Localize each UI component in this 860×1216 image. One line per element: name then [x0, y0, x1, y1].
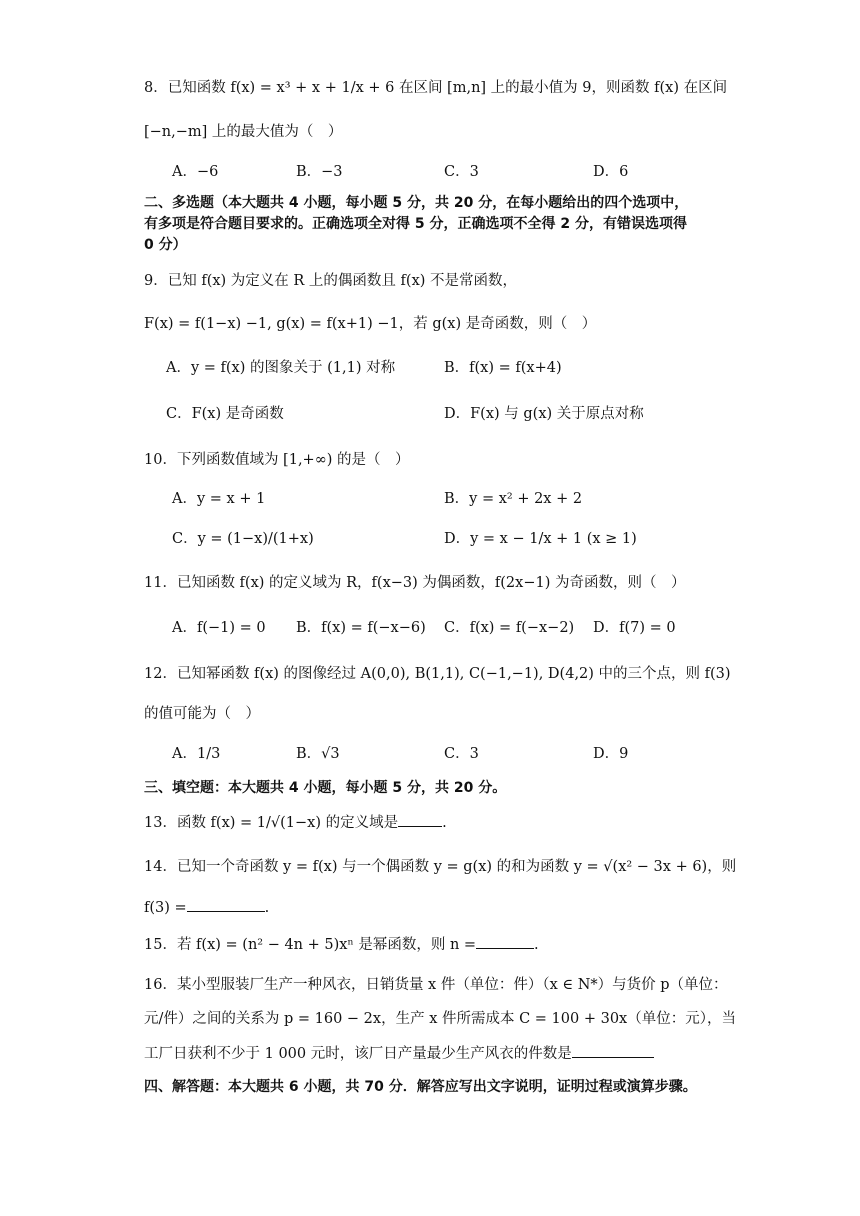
q12-option-b: B．√3	[296, 746, 340, 762]
q12-option-d: D．9	[593, 746, 629, 762]
q8-option-c: C．3	[444, 164, 479, 180]
q12-option-a: A．1/3	[172, 746, 221, 762]
q8-option-b: B．−3	[296, 164, 343, 180]
q10-option-a: A．y = x + 1	[172, 491, 266, 507]
q9-option-b: B．f(x) = f(x+4)	[444, 360, 562, 376]
q9-line-2: F(x) = f(1−x) −1, g(x) = f(x+1) −1，若 g(x) 是奇函数，则（ ）	[144, 316, 597, 332]
q8-option-d: D．6	[593, 164, 629, 180]
q12-line-1: 12．已知幂函数 f(x) 的图像经过 A(0,0), B(1,1), C(−1,−1), D(4,2) 中的三个点，则 f(3)	[144, 666, 731, 682]
q12-line-2: 的值可能为（ ）	[144, 706, 260, 722]
q10-option-c: C．y = (1−x)/(1+x)	[172, 531, 314, 547]
q11-option-a: A．f(−1) = 0	[172, 620, 266, 636]
q9-option-c: C．F(x) 是奇函数	[166, 406, 284, 422]
q16-text: 工厂日获利不少于 1 000 元时，该厂日产量最少生产风衣的件数是	[144, 1046, 572, 1062]
q14-line-1: 14．已知一个奇函数 y = f(x) 与一个偶函数 y = g(x) 的和为函数 y = √(x² − 3x + 6)，则	[144, 859, 737, 875]
q13-answer-blank[interactable]	[398, 812, 442, 827]
q9-line-1: 9．已知 f(x) 为定义在 R 上的偶函数且 f(x) 不是常函数，	[144, 273, 518, 289]
q11-option-b: B．f(x) = f(−x−6)	[296, 620, 426, 636]
q15-text: 15．若 f(x) = (n² − 4n + 5)xⁿ 是幂函数，则 n =	[144, 937, 477, 953]
section-4-heading: 四、解答题：本大题共 6 小题，共 70 分．解答应写出文字说明，证明过程或演算步骤。	[144, 1079, 697, 1095]
q11-option-d: D．f(7) = 0	[593, 620, 676, 636]
section-2-heading-line-1: 二、多选题（本大题共 4 小题，每小题 5 分，共 20 分，在每小题给出的四个选项中，	[144, 195, 689, 211]
q15-end: .	[534, 937, 539, 953]
q15-answer-blank[interactable]	[476, 934, 534, 949]
q16-line-3	[144, 1043, 654, 1064]
section-2-heading-line-3: 0 分）	[144, 237, 187, 253]
q8-line-1: 8．已知函数 f(x) = x³ + x + 1/x + 6 在区间 [m,n] 上的最小值为 9，则函数 f(x) 在区间	[144, 80, 728, 96]
section-2-heading-line-2: 有多项是符合题目要求的。正确选项全对得 5 分，正确选项不全得 2 分，有错误选项得	[144, 216, 687, 232]
q16-line-2: 元/件）之间的关系为 p = 160 − 2x，生产 x 件所需成本 C = 100 + 30x（单位：元），当	[144, 1011, 736, 1027]
q13-line-1	[144, 812, 447, 833]
q8-line-2: [−n,−m] 上的最大值为（ ）	[144, 124, 343, 140]
q14-text: f(3) =	[144, 900, 187, 916]
q12-option-c: C．3	[444, 746, 479, 762]
q10-option-b: B．y = x² + 2x + 2	[444, 491, 583, 507]
q9-option-a: A．y = f(x) 的图象关于 (1,1) 对称	[166, 360, 396, 376]
q16-line-1: 16．某小型服装厂生产一种风衣，日销货量 x 件（单位：件）（x ∈ N*）与货价 p（单位：	[144, 977, 728, 993]
q8-option-a: A．−6	[172, 164, 219, 180]
q13-text: 13．函数 f(x) = 1/√(1−x) 的定义域是	[144, 815, 399, 831]
section-3-heading: 三、填空题：本大题共 4 小题，每小题 5 分，共 20 分。	[144, 780, 507, 796]
q15-line-1	[144, 934, 539, 955]
q11-option-c: C．f(x) = f(−x−2)	[444, 620, 575, 636]
q9-option-d: D．F(x) 与 g(x) 关于原点对称	[444, 406, 644, 422]
q11-line-1: 11．已知函数 f(x) 的定义域为 R，f(x−3) 为偶函数，f(2x−1) 为奇函数，则（ ）	[144, 575, 686, 591]
q16-answer-blank[interactable]	[572, 1043, 654, 1058]
q10-line-1: 10．下列函数值域为 [1,+∞) 的是（ ）	[144, 452, 410, 468]
q13-end: .	[442, 815, 447, 831]
q10-option-d: D．y = x − 1/x + 1 (x ≥ 1)	[444, 531, 637, 547]
q14-answer-blank[interactable]	[187, 897, 265, 912]
q14-end: .	[264, 900, 270, 916]
q14-line-2	[144, 897, 269, 918]
